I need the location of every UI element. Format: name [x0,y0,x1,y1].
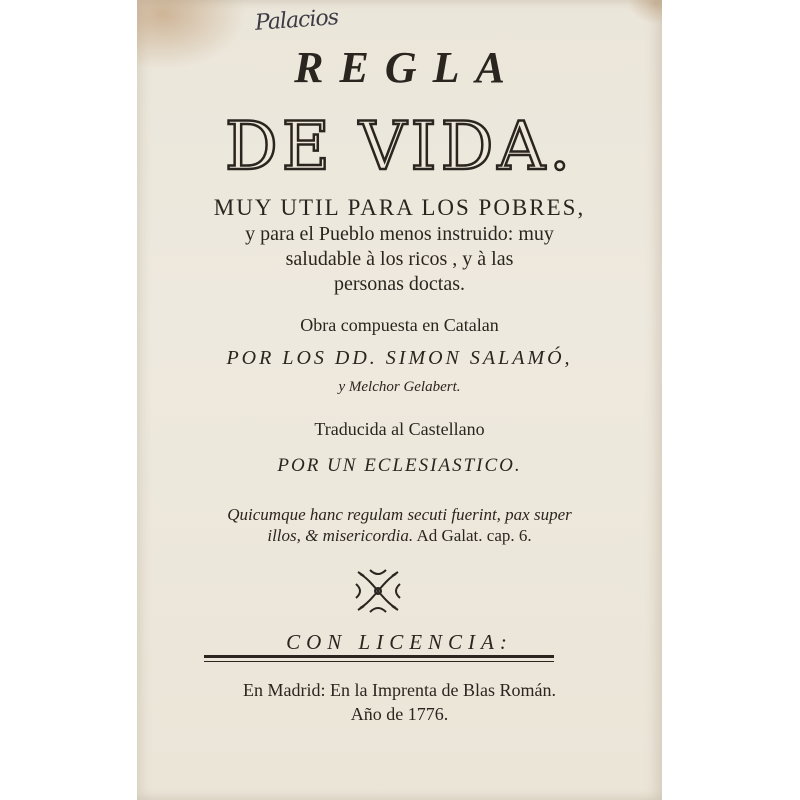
double-rule-thick [204,655,554,658]
epigraph-italic: illos, & misericordia. [267,526,414,545]
epigraph-line-2 [137,526,662,546]
authors-line-1: POR LOS DD. SIMON SALAMÓ, [226,347,573,369]
title-line-1: REGLA [294,43,521,92]
subtitle-line-3: saludable à los ricos , y à las [285,248,514,270]
title-page [137,0,662,800]
subtitle-line-2: y para el Pueblo menos instruido: muy [245,223,554,245]
translator-line: POR UN ECLESIASTICO. [277,455,522,476]
title-line-2: DE VIDA. [224,108,575,185]
double-rule-thin [204,661,554,662]
printer-ornament-icon [352,566,404,616]
epigraph-line-1: Quicumque hanc regulam secuti fuerint, pax super [227,505,572,524]
imprint-line-2: Año de 1776. [350,704,449,724]
epigraph-reference: Ad Galat. cap. 6. [416,526,532,545]
subtitle-line-4: personas doctas. [333,273,466,295]
license-line: CON LICENCIA: [286,630,513,654]
subtitle-line-1: MUY UTIL PARA LOS POBRES, [213,195,586,220]
imprint-line-1: En Madrid: En la Imprenta de Blas Román. [243,680,556,700]
authors-line-2: y Melchor Gelabert. [338,379,461,395]
paper-stain-corner [628,0,662,24]
translation-note: Traducida al Castellano [314,419,485,439]
handwritten-signature: Palacios [254,5,339,36]
work-note: Obra compuesta en Catalan [300,315,499,335]
